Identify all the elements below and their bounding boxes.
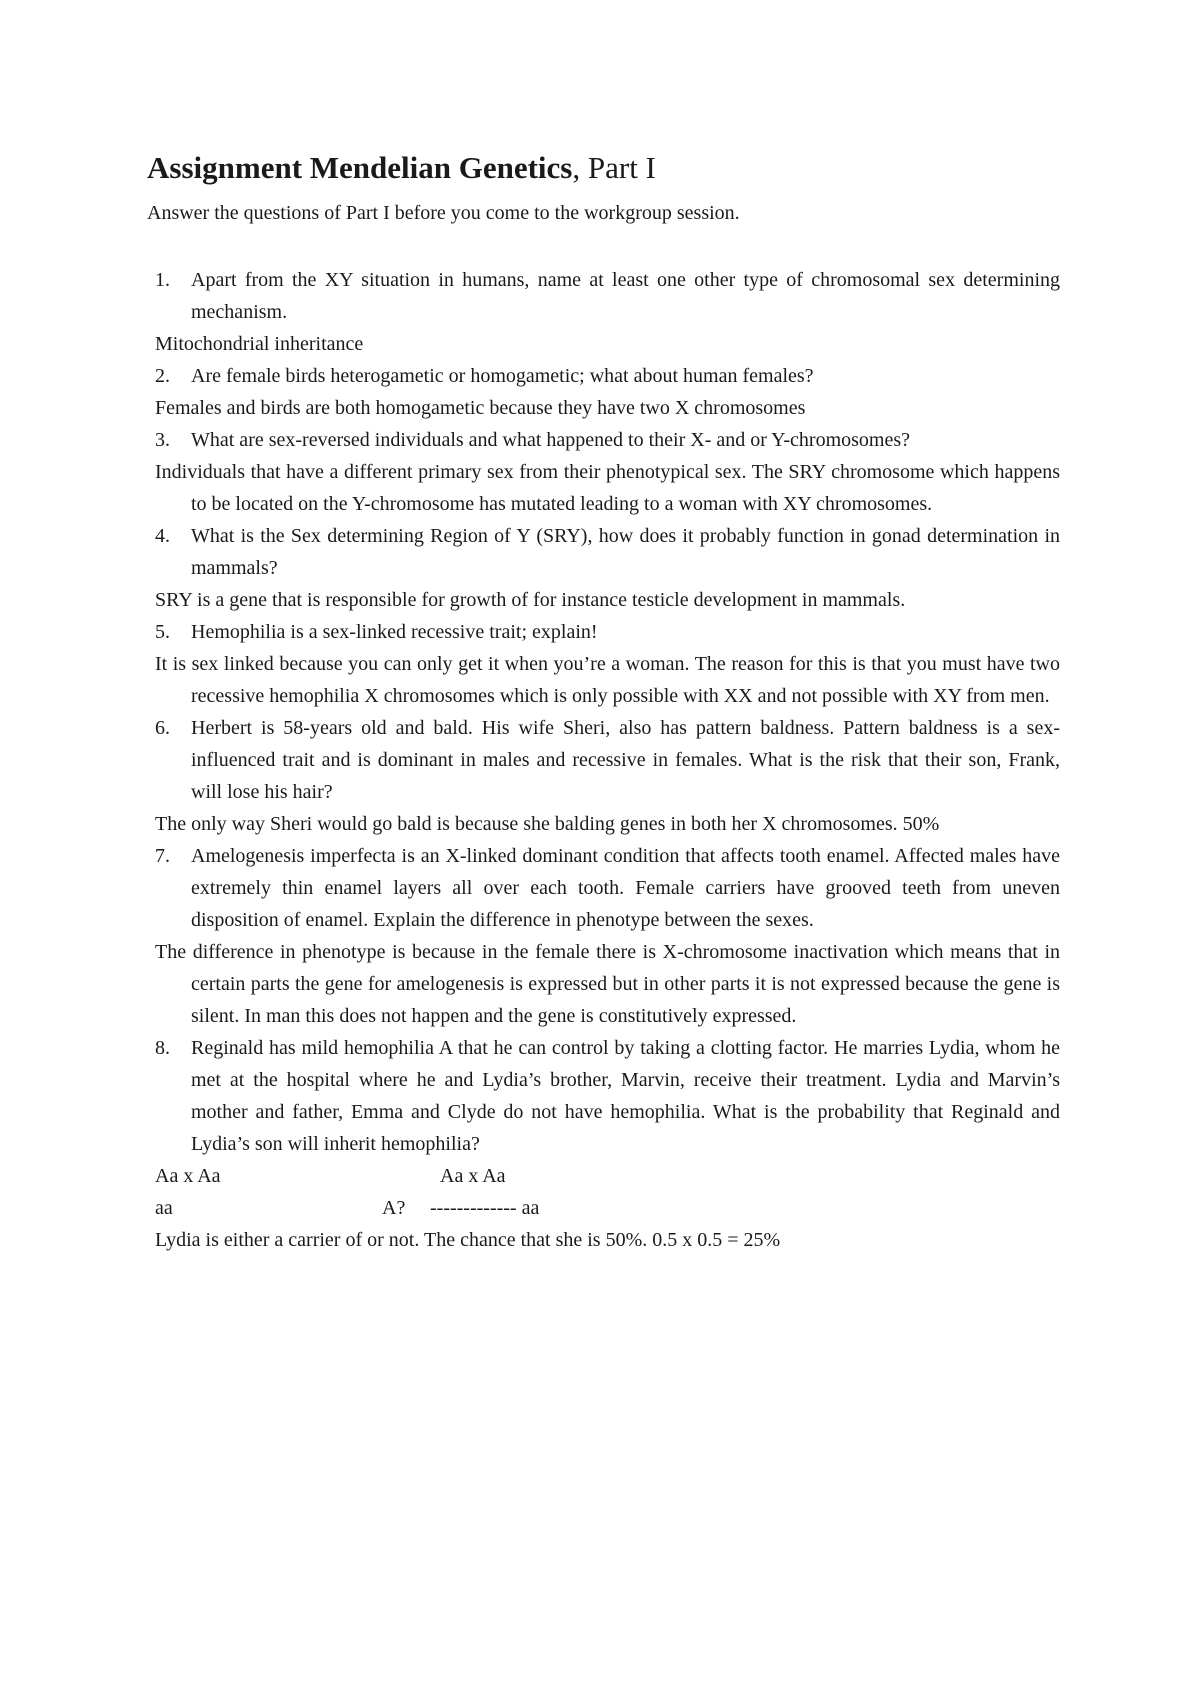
- question-text: Apart from the XY situation in humans, name at least one other type of chromosomal sex determining mechanism.: [191, 269, 1060, 323]
- answer-1: Mitochondrial inheritance: [155, 333, 364, 355]
- question-text: What is the Sex determining Region of Y (SRY), how does it probably function in gonad determination in mammals?: [191, 525, 1060, 579]
- cross-parent-left: Aa x Aa: [155, 1165, 221, 1187]
- question-6: [155, 712, 1060, 808]
- question-number: 1.: [155, 269, 170, 291]
- cross-offspring-mid: A?: [382, 1197, 406, 1219]
- cross-offspring-right: ------------- aa: [430, 1197, 540, 1219]
- cross-parent-right: Aa x Aa: [440, 1165, 506, 1187]
- question-7: [155, 840, 1060, 936]
- document-title: [147, 148, 656, 188]
- question-text: Hemophilia is a sex-linked recessive trait; explain!: [191, 621, 598, 643]
- answer-5: It is sex linked because you can only get it when you’re a woman. The reason for this is that you must have two recessive hemophilia X chromosomes which is only possible with XX and not possible with XY from men.: [155, 653, 1060, 707]
- question-8: [155, 1032, 1060, 1160]
- question-text: Are female birds heterogametic or homogametic; what about human females?: [191, 365, 814, 387]
- question-3: [155, 424, 1060, 456]
- question-text: What are sex-reversed individuals and what happened to their X- and or Y-chromosomes?: [191, 429, 911, 451]
- question-number: 6.: [155, 717, 170, 739]
- question-4: [155, 520, 1060, 584]
- question-5: [155, 616, 1060, 648]
- cross-row-2: [155, 1192, 1060, 1224]
- question-number: 4.: [155, 525, 170, 547]
- question-number: 7.: [155, 845, 170, 867]
- question-number: 8.: [155, 1037, 170, 1059]
- question-number: 5.: [155, 621, 170, 643]
- question-text: Amelogenesis imperfecta is an X-linked dominant condition that affects tooth enamel. Affected males have extremely thin enamel layers all over each tooth. Female carriers have grooved teeth from uneven disposition of enamel. Explain the difference in phenotype between the sexes.: [191, 845, 1060, 931]
- question-list: [155, 264, 1060, 1256]
- title-rest: , Part I: [572, 150, 656, 185]
- question-text: Herbert is 58-years old and bald. His wife Sheri, also has pattern baldness. Pattern baldness is a sex-influenced trait and is dominant in males and recessive in females. What is the risk that their son, Frank, will lose his hair?: [191, 717, 1060, 803]
- cross-offspring-left: aa: [155, 1197, 173, 1219]
- title-bold: Assignment Mendelian Genetics: [147, 150, 573, 185]
- question-number: 3.: [155, 429, 170, 451]
- question-text: Reginald has mild hemophilia A that he can control by taking a clotting factor. He marries Lydia, whom he met at the hospital where he and Lydia’s brother, Marvin, receive their treatment. Lydia and Marvin’s mother and father, Emma and Clyde do not have hemophilia. What is the probability that Reginald and Lydia’s son will inherit hemophilia?: [191, 1037, 1060, 1155]
- answer-4: SRY is a gene that is responsible for growth of for instance testicle development in mammals.: [155, 589, 906, 611]
- answer-7: The difference in phenotype is because in the female there is X-chromosome inactivation which means that in certain parts the gene for amelogenesis is expressed but in other parts it is not expressed because the gene is silent. In man this does not happen and the gene is constitutively expressed.: [155, 941, 1060, 1027]
- final-answer: Lydia is either a carrier of or not. The chance that she is 50%. 0.5 x 0.5 = 25%: [155, 1229, 781, 1251]
- intro-text: Answer the questions of Part I before you come to the workgroup session.: [147, 202, 740, 224]
- answer-3: Individuals that have a different primary sex from their phenotypical sex. The SRY chromosome which happens to be located on the Y-chromosome has mutated leading to a woman with XY chromosomes.: [155, 461, 1060, 515]
- question-2: [155, 360, 1060, 392]
- question-number: 2.: [155, 365, 170, 387]
- question-1: [155, 264, 1060, 328]
- answer-6: The only way Sheri would go bald is because she balding genes in both her X chromosomes. 50%: [155, 813, 940, 835]
- answer-2: Females and birds are both homogametic because they have two X chromosomes: [155, 397, 806, 419]
- cross-row-1: [155, 1160, 1060, 1192]
